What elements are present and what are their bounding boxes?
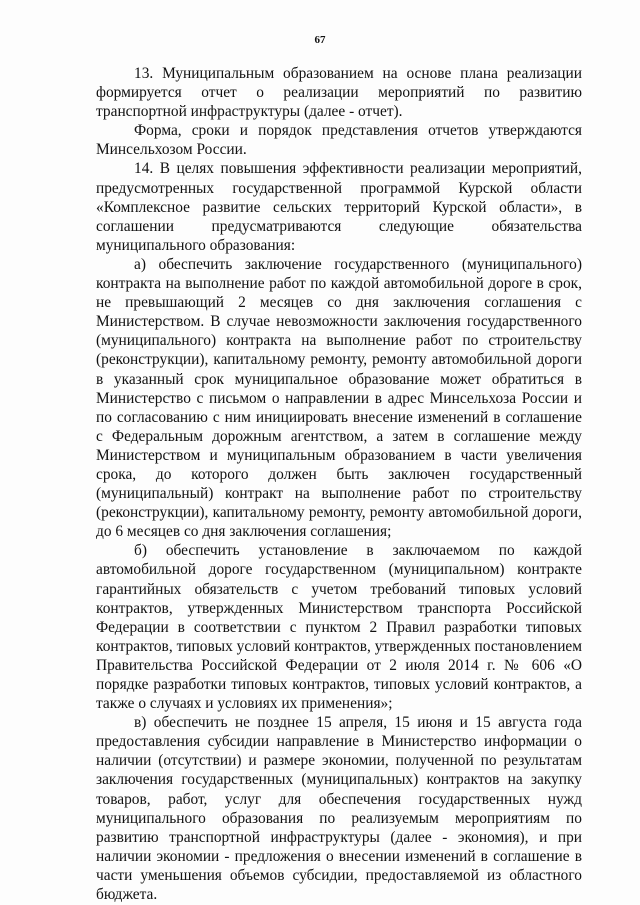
paragraph-14a-contract: а) обеспечить заключение государственного (муниципального) контракта на выполнение работ по каждой автомобильной дороге в срок, не превышающий 2 месяцев со дня заключения соглашения с Министерством. В случае невозможности заключения государственного (муниципального) контракта на выполнение работ по строительству (реконструкции), капитальному ремонту, ремонту автомобильной дороги в указанный срок муниципальное образование может обратиться в Министерство с письмом о направлении в адрес Минсельхоза России и по согласованию с ним инициировать внесение изменений в соглашение с Федеральным дорожным агентством, а затем в соглашение между Министерством и муниципальным образованием в части увеличения срока, до которого должен быть заключен государственный (муниципальный) контракт на выполнение работ по строительству (реконструкции), капитальному ремонту, ремонту автомобильной дороги, до 6 месяцев со дня заключения соглашения;	[96, 255, 582, 541]
paragraph-14b-guarantee: б) обеспечить установление в заключаемом по каждой автомобильной дороге государственном (муниципальном) контракте гарантийных обязательств с учетом требований типовых условий контрактов, утвержденных Министерством транспорта Российской Федерации в соответствии с пунктом 2 Правил разработки типовых контрактов, типовых условий контрактов, утвержденных постановлением Правительства Российской Федерации от 2 июля 2014 г. № 606 «О порядке разработки типовых контрактов, типовых условий контрактов, а также о случаях и условиях их применения»;	[96, 542, 582, 713]
page-number: 67	[314, 34, 326, 46]
paragraph-13-report: 13. Муниципальным образованием на основе плана реализации формируется отчет о реализации мероприятий по развитию транспортной инфраструктуры (далее - отчет).	[96, 65, 582, 121]
paragraph-14v-savings: в) обеспечить не позднее 15 апреля, 15 июня и 15 августа года предоставления субсидии направление в Министерство информации о наличии (отсутствии) и размере экономии, полученной по результатам заключения государственных (муниципальных) контрактов на закупку товаров, работ, услуг для обеспечения государственных нужд муниципального образования по реализуемым мероприятиям по развитию транспортной инфраструктуры (далее - экономия), и при наличии экономии - предложения о внесении изменений в соглашение в части уменьшения объемов субсидии, предоставляемой из областного бюджета.	[96, 714, 582, 904]
paragraph-report-form: Форма, сроки и порядок представления отчетов утверждаются Минсельхозом России.	[96, 122, 582, 159]
paragraph-14-obligations: 14. В целях повышения эффективности реализации мероприятий, предусмотренных государственной программой Курской области «Комплексное развитие сельских территорий Курской области», в соглашении предусматриваются следующие обязательства муниципального образования:	[96, 160, 582, 254]
document-body	[96, 64, 582, 904]
